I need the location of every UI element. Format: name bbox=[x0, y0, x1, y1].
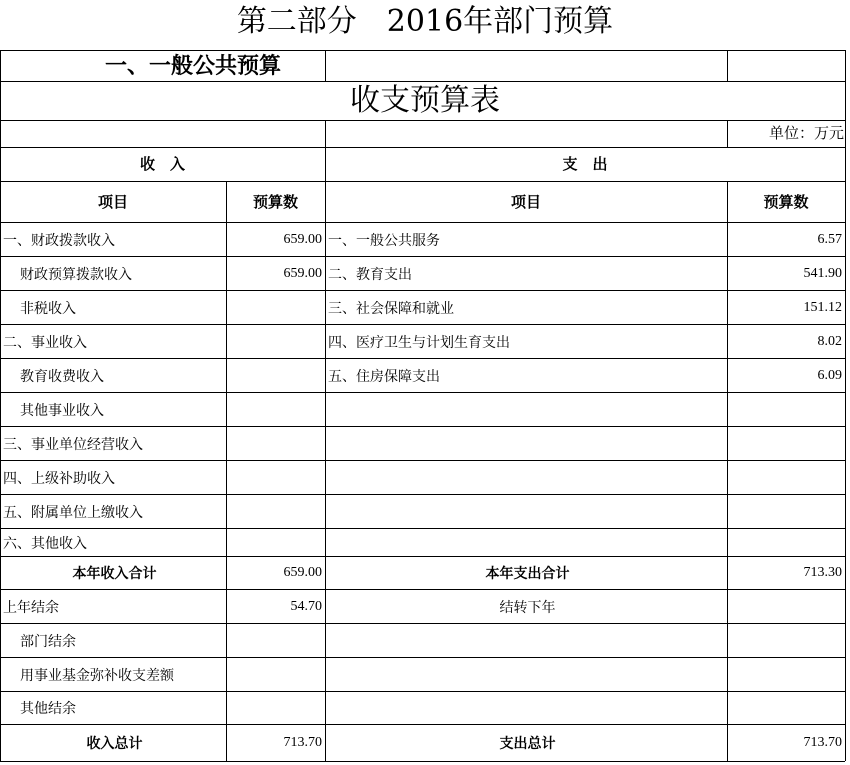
income-item-header: 项目 bbox=[97, 193, 128, 211]
expense-row-value bbox=[727, 529, 845, 556]
income-row-value bbox=[226, 495, 325, 528]
grid-line bbox=[0, 256, 845, 257]
income-row-label: 财政预算拨款收入 bbox=[20, 266, 132, 283]
page-title: 第二部分 2016年部门预算 bbox=[236, 4, 614, 39]
income-row-value: 659.00 bbox=[283, 265, 322, 281]
expense-total-value: 713.70 bbox=[803, 735, 842, 750]
income-row-label: 教育收费收入 bbox=[20, 368, 104, 385]
income-header: 收 入 bbox=[139, 155, 185, 173]
income-budget-header: 预算数 bbox=[252, 193, 298, 211]
expense-row-value bbox=[727, 461, 845, 494]
carry-forward-value bbox=[727, 590, 845, 623]
grid-line bbox=[0, 147, 845, 148]
income-total-value: 713.70 bbox=[283, 735, 322, 750]
grid-line bbox=[0, 528, 845, 529]
expense-row-label bbox=[325, 393, 727, 426]
expense-row-label: 四、医疗卫生与计划生育支出 bbox=[328, 334, 510, 351]
expense-row-value: 8.02 bbox=[817, 333, 842, 349]
carry-forward-label: 结转下年 bbox=[499, 599, 556, 616]
expense-row-value bbox=[727, 427, 845, 460]
expense-row-value: 6.09 bbox=[817, 367, 842, 383]
grid-line bbox=[0, 324, 845, 325]
grid-line bbox=[0, 120, 845, 121]
expense-row-label: 五、住房保障支出 bbox=[328, 368, 440, 385]
balance-row-value bbox=[226, 624, 325, 657]
balance-row-value: 54.70 bbox=[290, 598, 322, 614]
balance-row-label: 用事业基金弥补收支差额 bbox=[20, 667, 174, 684]
expense-row-label: 三、社会保障和就业 bbox=[328, 300, 454, 317]
expense-row-label: 一、一般公共服务 bbox=[328, 232, 440, 249]
balance-row-label: 部门结余 bbox=[20, 633, 76, 650]
income-row-value: 659.00 bbox=[283, 231, 322, 247]
income-total-label: 收入总计 bbox=[86, 736, 143, 752]
expense-row-value: 541.90 bbox=[803, 265, 842, 281]
expense-row-value: 151.12 bbox=[803, 299, 842, 315]
grid-line bbox=[0, 691, 845, 692]
balance-row-value bbox=[226, 658, 325, 691]
expense-row-value bbox=[727, 495, 845, 528]
income-row-label: 非税收入 bbox=[20, 300, 76, 317]
expense-subtotal-value: 713.30 bbox=[803, 565, 842, 580]
income-row-label: 三、事业单位经营收入 bbox=[3, 436, 143, 453]
balance-row-value bbox=[226, 692, 325, 724]
income-row-value bbox=[226, 529, 325, 556]
grid-line bbox=[0, 181, 845, 182]
expense-row-label: 二、教育支出 bbox=[328, 266, 412, 283]
grid-line bbox=[0, 222, 845, 223]
expense-subtotal-label: 本年支出合计 bbox=[485, 566, 570, 582]
expense-row-label bbox=[325, 461, 727, 494]
grid-line bbox=[226, 181, 227, 761]
expense-row-label bbox=[325, 495, 727, 528]
grid-line bbox=[727, 50, 728, 81]
grid-line bbox=[0, 761, 845, 762]
grid-line bbox=[0, 460, 845, 461]
grid-line bbox=[0, 392, 845, 393]
income-row-label: 其他事业收入 bbox=[20, 402, 104, 419]
grid-line bbox=[0, 494, 845, 495]
income-row-label: 四、上级补助收入 bbox=[3, 470, 115, 487]
section-title: 一、一般公共预算 bbox=[105, 54, 282, 79]
grid-line bbox=[0, 50, 845, 51]
grid-line bbox=[325, 120, 326, 761]
expense-row-value: 6.57 bbox=[817, 231, 842, 247]
grid-line bbox=[0, 556, 845, 557]
grid-line bbox=[0, 81, 845, 82]
grid-line bbox=[0, 358, 845, 359]
income-subtotal-label: 本年收入合计 bbox=[72, 566, 157, 582]
income-row-label: 六、其他收入 bbox=[3, 535, 87, 552]
balance-row-label: 上年结余 bbox=[3, 599, 59, 616]
grid-line bbox=[845, 50, 846, 761]
income-row-label: 五、附属单位上缴收入 bbox=[3, 504, 143, 521]
grid-line bbox=[0, 657, 845, 658]
income-row-value bbox=[226, 291, 325, 324]
unit-label: 单位：万元 bbox=[768, 124, 844, 142]
expense-header: 支 出 bbox=[562, 155, 608, 173]
expense-budget-header: 预算数 bbox=[763, 193, 809, 211]
grid-line bbox=[325, 50, 326, 81]
grid-line bbox=[0, 623, 845, 624]
income-row-value bbox=[226, 325, 325, 358]
income-row-label: 二、事业收入 bbox=[3, 334, 87, 351]
income-row-value bbox=[226, 393, 325, 426]
grid-line bbox=[0, 426, 845, 427]
grid-line bbox=[0, 290, 845, 291]
expense-total-label: 支出总计 bbox=[499, 736, 556, 752]
income-row-value bbox=[226, 427, 325, 460]
expense-row-value bbox=[727, 393, 845, 426]
grid-line bbox=[0, 724, 845, 725]
grid-line bbox=[0, 589, 845, 590]
income-row-value bbox=[226, 461, 325, 494]
balance-row-label: 其他结余 bbox=[20, 701, 76, 717]
grid-line bbox=[0, 50, 1, 761]
expense-row-label bbox=[325, 427, 727, 460]
income-subtotal-value: 659.00 bbox=[283, 565, 322, 580]
table-title: 收支预算表 bbox=[350, 83, 500, 118]
income-row-value bbox=[226, 359, 325, 392]
income-row-label: 一、财政拨款收入 bbox=[3, 232, 115, 249]
grid-line bbox=[727, 120, 728, 147]
expense-item-header: 项目 bbox=[510, 193, 541, 211]
grid-line bbox=[727, 181, 728, 761]
expense-row-label bbox=[325, 529, 727, 556]
